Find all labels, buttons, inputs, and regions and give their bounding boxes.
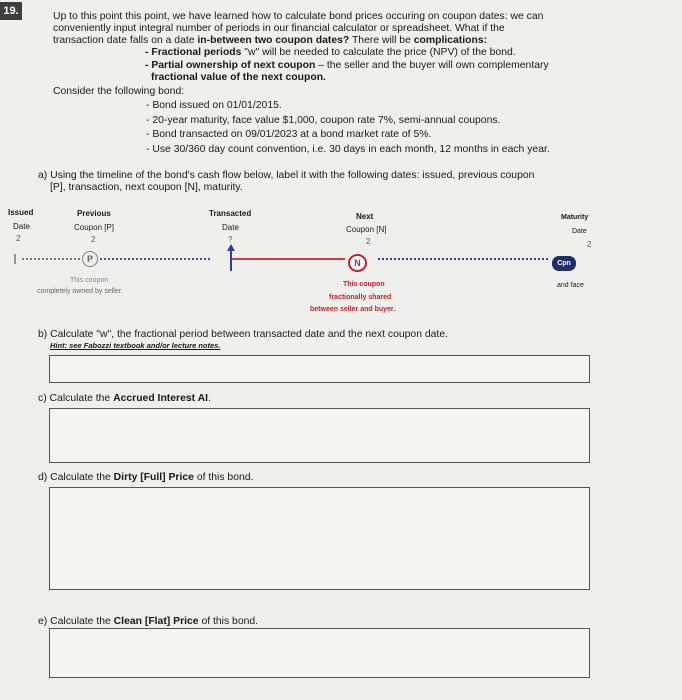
transacted-mark: ? [228,235,233,244]
next-note-1: This coupon [343,281,385,288]
intro-line-3-bold2: complications: [413,35,488,46]
consider-heading: Consider the following bond: [53,86,185,97]
previous-mark: 2 [91,235,96,244]
intro-bullet-2-bold: - Partial ownership of next coupon [145,60,316,71]
question-number: 19. [0,2,22,20]
intro-line-1: Up to this point this point, we have learned how to calculate bond prices occuring on coupon dates: we can [53,11,544,22]
intro-bullet-2-line-2: fractional value of the next coupon. [151,72,326,83]
transacted-label-1: Transacted [209,209,252,218]
next-label-2: Coupon [N] [346,225,387,234]
part-d-post: of this bond. [193,472,254,483]
part-e-bold: Clean [Flat] Price [113,616,199,627]
intro-bullet-1-rest: "w" will be needed to calculate the price (NPV) of the bond. [241,47,516,58]
maturity-cpn-badge: Cpn [552,256,576,271]
previous-note-2: completely owned by seller. [37,288,123,295]
previous-label-2: Coupon [P] [74,223,115,232]
part-c-title [38,393,211,405]
intro-line-3-mid: There will be [349,35,414,46]
part-c-pre: c) Calculate the [38,393,114,404]
consider-item: - Bond transacted on 09/01/2023 at a bond market rate of 5%. [146,129,432,140]
next-note-2: fractionally shared [329,294,392,301]
answer-box-c[interactable] [49,408,590,463]
consider-item: - Use 30/360 day count convention, i.e. 30 days in each month, 12 months in each year. [146,144,550,155]
maturity-label-1: Maturity [561,214,589,221]
part-d-title [38,472,253,484]
issued-label-1: Issued [8,208,34,217]
maturity-note: and face [557,282,584,289]
transacted-label-2: Date [222,223,239,232]
maturity-label-2: Date [572,228,587,235]
previous-note-1: This coupon [70,277,109,284]
intro-bullet-1 [145,47,516,59]
part-c-post: . [207,393,211,404]
answer-box-b[interactable] [49,355,590,383]
next-label-1: Next [356,212,374,221]
issued-mark: 2 [16,234,21,243]
previous-coupon-circle: P [82,251,98,267]
part-d-pre: d) Calculate the [38,472,114,483]
part-e-pre: e) Calculate the [38,616,114,627]
intro-bullet-2-rest: – the seller and the buyer will own complementary [315,60,549,71]
part-d-bold: Dirty [Full] Price [113,472,194,483]
part-b-title: b) Calculate "w", the fractional period between transacted date and the next coupon date. [38,329,448,340]
part-c-bold: Accrued Interest AI [113,393,208,404]
maturity-mark: 2 [587,240,592,249]
answer-box-e[interactable] [49,628,590,678]
issued-label-2: Date [13,222,30,231]
part-e-post: of this bond. [198,616,259,627]
intro-bullet-2 [145,60,549,72]
intro-bullet-1-bold: - Fractional periods [145,47,242,58]
part-a-line-2: [P], transaction, next coupon [N], maturity. [50,182,243,193]
intro-line-3 [53,35,487,47]
next-coupon-circle: N [348,254,367,272]
transacted-arrow-head [227,244,235,251]
intro-line-3-bold: in-between two coupon dates? [197,35,350,46]
intro-line-3-pre: transaction date falls on a date [53,35,198,46]
answer-box-d[interactable] [49,487,590,590]
previous-label-1: Previous [77,209,111,218]
part-b-hint: Hint: see Fabozzi textbook and/or lecture notes. [50,341,221,350]
consider-item: - Bond issued on 01/01/2015. [146,100,282,111]
next-note-3: between seller and buyer. [310,306,396,313]
next-mark: 2 [366,237,371,246]
part-a-line-1: a) Using the timeline of the bond's cash flow below, label it with the following dates: issued, previous coupon [38,170,535,181]
consider-item: - 20-year maturity, face value $1,000, coupon rate 7%, semi-annual coupons. [146,115,501,126]
part-e-title [38,616,258,628]
cash-flow-timeline [0,240,682,280]
intro-line-2: conveniently input integral number of periods in our financial calculator or spreadsheet. What if the [53,23,505,34]
